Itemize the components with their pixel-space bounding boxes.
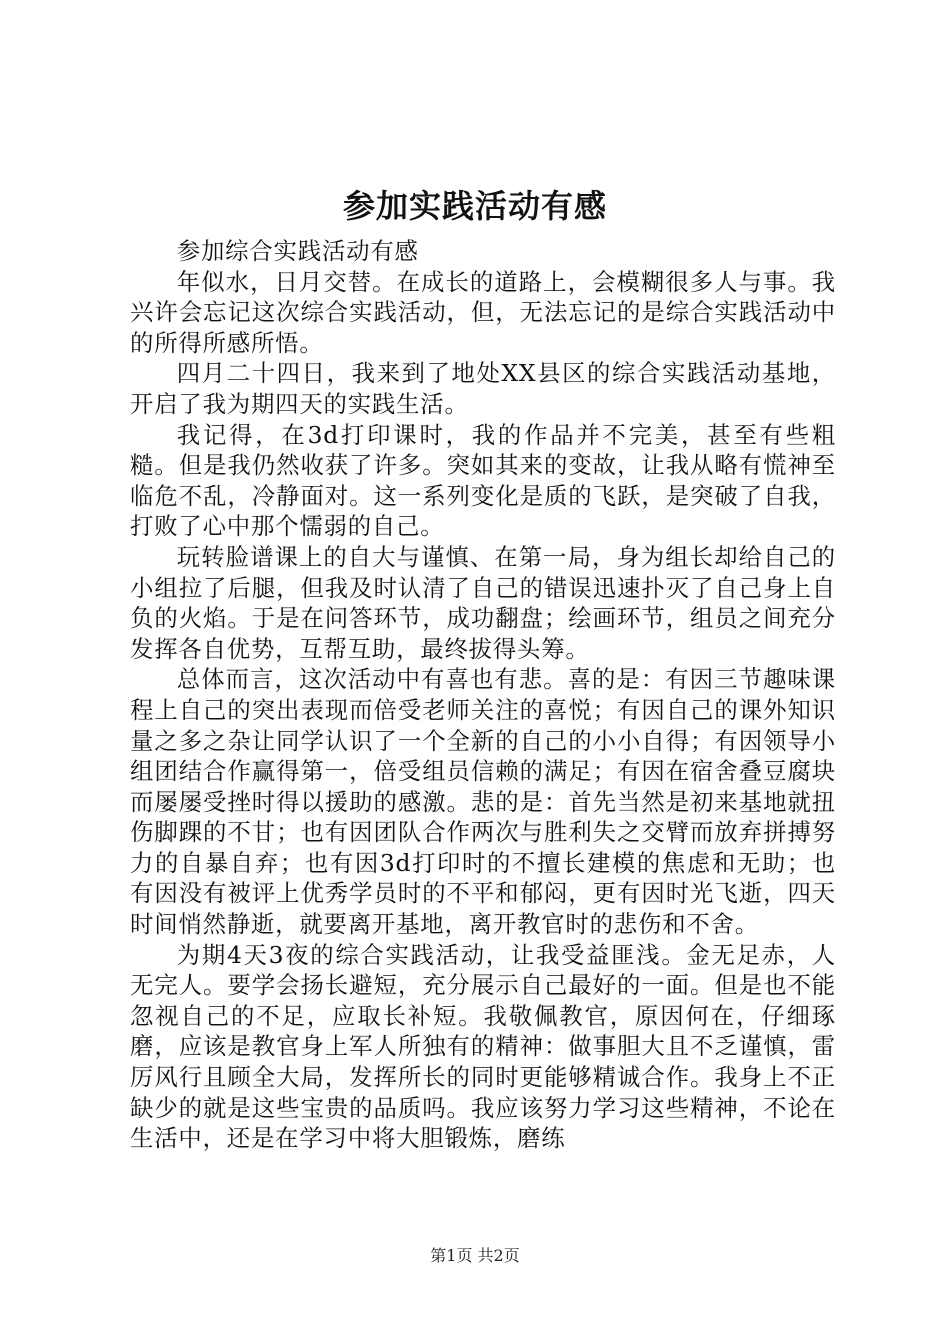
subtitle-paragraph: 参加综合实践活动有感 xyxy=(176,237,419,265)
body-paragraph: 玩转脸谱课上的自大与谨慎、在第一局，身为组长却给自己的小组拉了后腿，但我及时认清了自己的错误迅速扑灭了自己身上自负的火焰。于是在问答环节，成功翻盘；绘画环节，组员之间充分发挥各自优势，互帮互助，最终拔得头筹。 xyxy=(130,542,836,663)
body-paragraph: 总体而言，这次活动中有喜也有悲。喜的是：有因三节趣味课程上自己的突出表现而倍受老师关注的喜悦；有因自己的课外知识量之多之杂让同学认识了一个全新的自己的小小自得；有因领导小组团结合作赢得第一，倍受组员信赖的满足；有因在宿舍叠豆腐块而屡屡受挫时得以援助的感激。悲的是：首先当然是初来基地就扭伤脚踝的不甘；也有因团队合作两次与胜利失之交臂而放弃拼搏努力的自暴自弃；也有因3d打印时的不擅长建模的焦虑和无助；也有因没有被评上优秀学员时的不平和郁闷，更有因时光飞逝，四天时间悄然静逝，就要离开基地，离开教官时的悲伤和不舍。 xyxy=(130,665,836,939)
body-paragraph: 年似水，日月交替。在成长的道路上，会模糊很多人与事。我兴许会忘记这次综合实践活动，但，无法忘记的是综合实践活动中的所得所感所悟。 xyxy=(130,267,836,357)
body-paragraph: 为期4天3夜的综合实践活动，让我受益匪浅。金无足赤，人无完人。要学会扬长避短，充分展示自己最好的一面。但是也不能忽视自己的不足，应取长补短。我敬佩教官，原因何在，仔细琢磨，应该是教官身上军人所独有的精神：做事胆大且不乏谨慎，雷厉风行且顾全大局，发挥所长的同时更能够精诚合作。我身上不正缺少的就是这些宝贵的品质吗。我应该努力学习这些精神，不论在生活中，还是在学习中将大胆锻炼，磨练 xyxy=(130,940,836,1153)
body-paragraph: 四月二十四日，我来到了地处XX县区的综合实践活动基地，开启了我为期四天的实践生活。 xyxy=(130,359,836,418)
page-number-footer: 第1页 共2页 xyxy=(430,1246,520,1265)
document-body xyxy=(130,236,836,1154)
document-title: 参加实践活动有感 xyxy=(342,187,607,225)
body-paragraph: 我记得，在3d打印课时，我的作品并不完美，甚至有些粗糙。但是我仍然收获了许多。突如其来的变故，让我从略有慌神至临危不乱，冷静面对。这一系列变化是质的飞跃，是突破了自我，打败了心中那个懦弱的自己。 xyxy=(130,420,836,541)
